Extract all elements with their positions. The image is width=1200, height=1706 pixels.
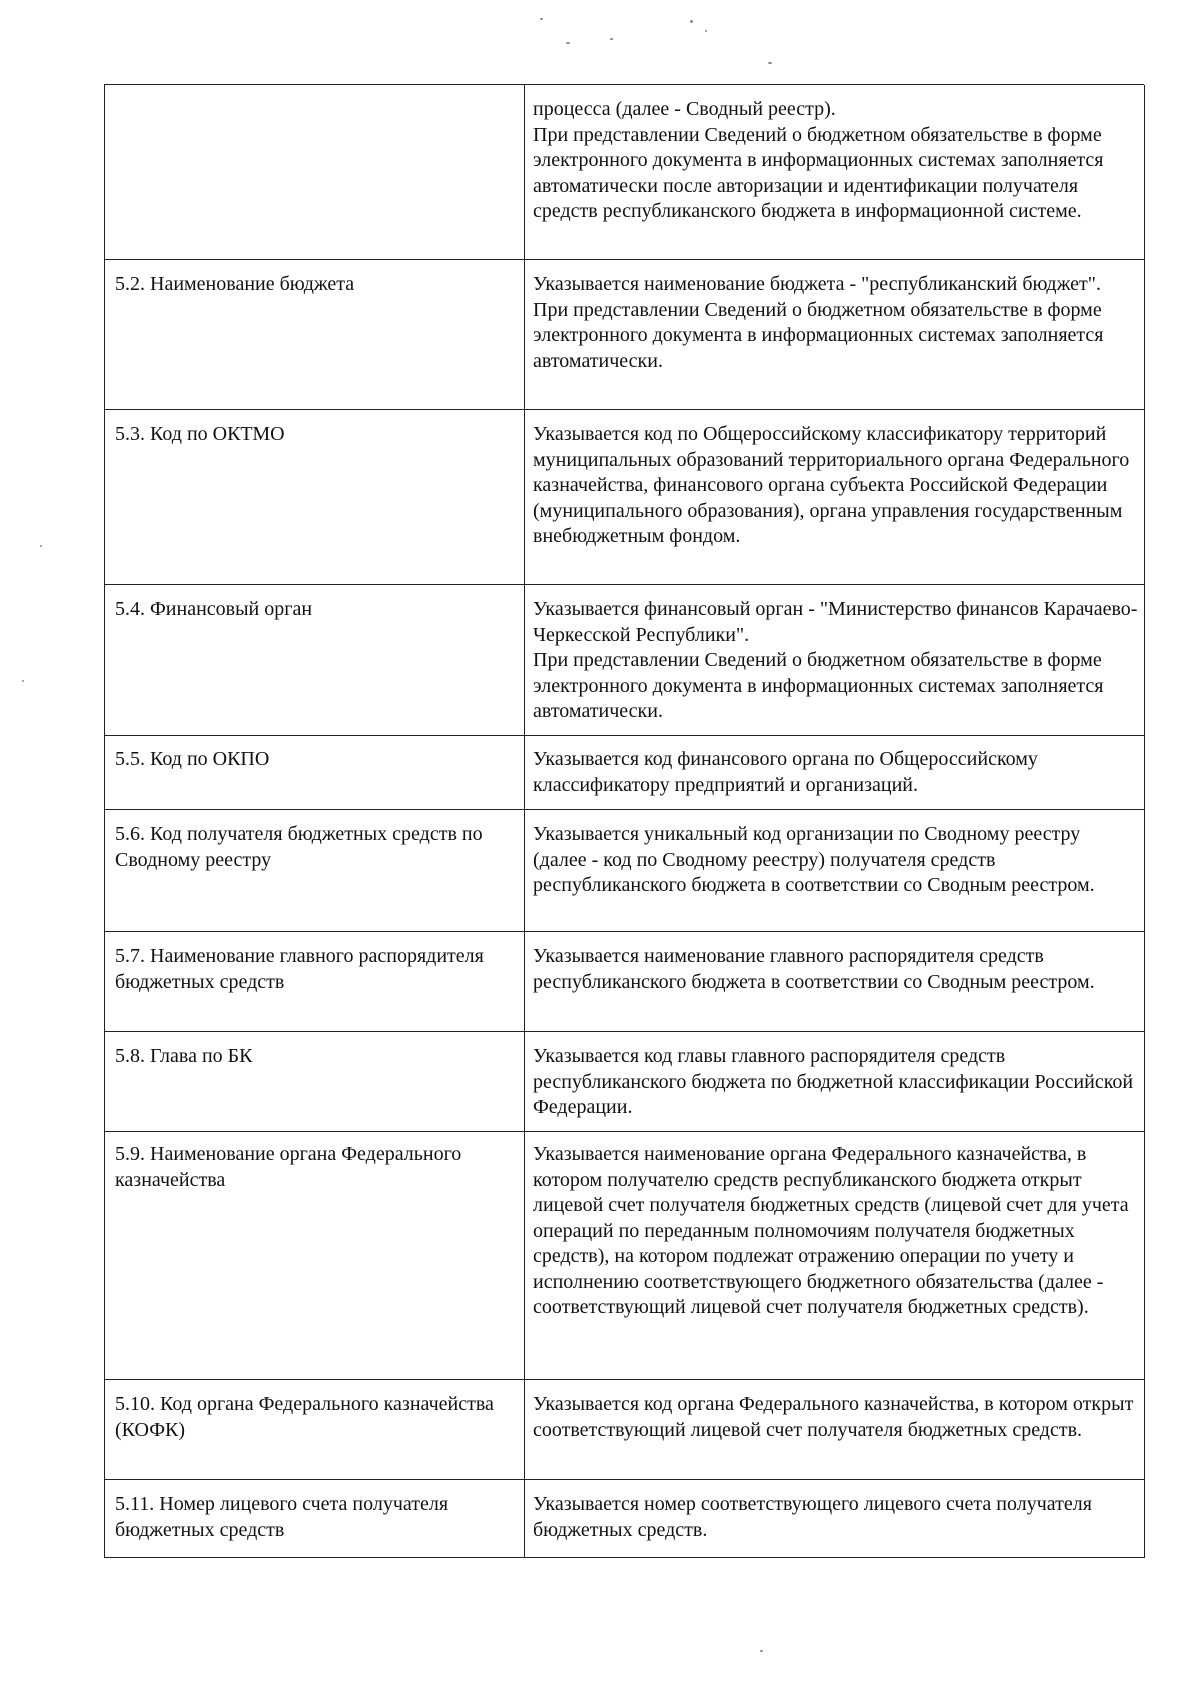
table-row <box>105 1032 1144 1130</box>
field-name-cell: 5.2. Наименование бюджета <box>105 260 525 410</box>
table-row <box>105 1480 1144 1558</box>
scan-speck <box>540 18 543 20</box>
scan-speck <box>760 1650 763 1652</box>
field-description-cell: Указывается наименование органа Федерального казначейства, в котором получателю средств республиканского бюджета открыт лицевой счет получателя бюджетных средств (лицевой счет для учета операций по переданным полномочиям получателя бюджетных средств), на котором подлежат отражению операции по учету и исполнению соответствующего бюджетного обязательства (далее - соответствующий лицевой счет получателя бюджетных средств). <box>525 1130 1145 1380</box>
field-description-cell: Указывается код органа Федерального казначейства, в котором открыт соответствующий лицевой счет получателя бюджетных средств. <box>525 1380 1145 1480</box>
table-row <box>105 85 1144 260</box>
field-name-cell: 5.3. Код по ОКТМО <box>105 410 525 585</box>
table-row <box>105 735 1144 810</box>
field-name-cell: 5.7. Наименование главного распорядителя бюджетных средств <box>105 932 525 1032</box>
table-row <box>105 1380 1144 1480</box>
field-name-cell: 5.4. Финансовый орган <box>105 585 525 736</box>
table-row <box>105 410 1144 585</box>
table-row <box>105 585 1144 735</box>
field-name-cell: 5.6. Код получателя бюджетных средств по Сводному реестру <box>105 810 525 932</box>
scan-speck <box>705 30 707 32</box>
scan-speck <box>690 20 693 23</box>
scan-speck <box>22 680 24 682</box>
field-description-cell: Указывается финансовый орган - "Министерство финансов Карачаево-Черкесской Республики". При представлении Сведений о бюджетном обязательстве в форме электронного документа в информационных системах заполняется автоматически. <box>525 585 1145 736</box>
field-name-cell: 5.9. Наименование органа Федерального казначейства <box>105 1130 525 1380</box>
field-name-cell: 5.11. Номер лицевого счета получателя бюджетных средств <box>105 1480 525 1558</box>
field-description-cell: Указывается код финансового органа по Общероссийскому классификатору предприятий и организаций. <box>525 735 1145 810</box>
field-name-cell: 5.8. Глава по БК <box>105 1032 525 1132</box>
field-name-cell <box>105 85 525 260</box>
field-description-cell: Указывается уникальный код организации по Сводному реестру (далее - код по Сводному реестру) получателя средств республиканского бюджета в соответствии со Сводным реестром. <box>525 810 1145 932</box>
scan-speck <box>40 545 42 547</box>
field-description-cell: Указывается наименование бюджета - "республиканский бюджет". При представлении Сведений о бюджетном обязательстве в форме электронного документа в информационных системах заполняется автоматически. <box>525 260 1145 410</box>
table-row <box>105 932 1144 1032</box>
budget-obligation-fields-table <box>104 84 1144 1558</box>
field-description-cell: Указывается код по Общероссийскому классификатору территорий муниципальных образований территориального органа Федерального казначейства, финансового органа субъекта Российской Федерации (муниципального образования), органа управления государственным внебюджетным фондом. <box>525 410 1145 585</box>
table-row <box>105 810 1144 932</box>
field-name-cell: 5.5. Код по ОКПО <box>105 735 525 810</box>
scan-speck <box>610 38 613 40</box>
field-description-cell: Указывается наименование главного распорядителя средств республиканского бюджета в соответствии со Сводным реестром. <box>525 932 1145 1032</box>
field-description-cell: процесса (далее - Сводный реестр). При представлении Сведений о бюджетном обязательстве в форме электронного документа в информационных системах заполняется автоматически после авторизации и идентификации получателя средств республиканского бюджета в информационной системе. <box>525 85 1145 260</box>
field-name-cell: 5.10. Код органа Федерального казначейства (КОФК) <box>105 1380 525 1480</box>
table-row <box>105 1130 1144 1380</box>
field-description-cell: Указывается код главы главного распорядителя средств республиканского бюджета по бюджетной классификации Российской Федерации. <box>525 1032 1145 1132</box>
table-row <box>105 260 1144 410</box>
scan-speck <box>768 62 772 64</box>
field-description-cell: Указывается номер соответствующего лицевого счета получателя бюджетных средств. <box>525 1480 1145 1558</box>
scan-speck <box>566 42 570 44</box>
